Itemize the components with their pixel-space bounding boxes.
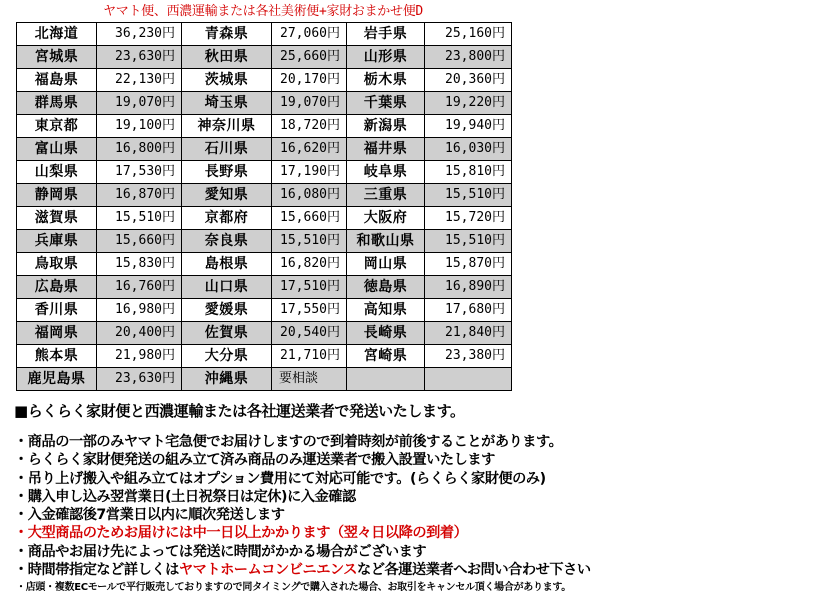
prefecture-cell: 滋賀県	[17, 207, 97, 230]
price-cell: 17,190円	[272, 161, 347, 184]
note-text: など各運送業者へお問い合わせ下さい	[357, 562, 591, 579]
price-cell: 17,510円	[272, 276, 347, 299]
shipping-heading: ■らくらく家財便と西濃運輸または各社運送業者で発送いたします。	[14, 402, 465, 420]
prefecture-cell: 岐阜県	[347, 161, 425, 184]
price-cell: 23,380円	[425, 345, 512, 368]
price-cell: 22,130円	[97, 69, 182, 92]
price-cell: 15,660円	[272, 207, 347, 230]
price-cell: 15,870円	[425, 253, 512, 276]
prefecture-cell: 北海道	[17, 23, 97, 46]
note-item: ・商品やお届け先によっては発送に時間がかかる場合がございます	[14, 543, 427, 560]
price-cell: 19,940円	[425, 115, 512, 138]
price-cell: 15,510円	[425, 184, 512, 207]
price-cell: 20,170円	[272, 69, 347, 92]
price-cell: 17,530円	[97, 161, 182, 184]
prefecture-cell: 岩手県	[347, 23, 425, 46]
prefecture-cell: 大分県	[182, 345, 272, 368]
price-cell: 16,820円	[272, 253, 347, 276]
price-cell: 21,980円	[97, 345, 182, 368]
prefecture-cell: 高知県	[347, 299, 425, 322]
table-row	[17, 92, 512, 115]
note-item: ・らくらく家財便発送の組み立て済み商品のみ運送業者で搬入設置いたします	[14, 452, 495, 469]
price-cell: 20,400円	[97, 322, 182, 345]
prefecture-cell: 愛知県	[182, 184, 272, 207]
price-cell: 16,030円	[425, 138, 512, 161]
table-row	[17, 207, 512, 230]
prefecture-cell: 東京都	[17, 115, 97, 138]
price-cell: 18,720円	[272, 115, 347, 138]
prefecture-cell: 山梨県	[17, 161, 97, 184]
prefecture-cell: 茨城県	[182, 69, 272, 92]
prefecture-cell: 長野県	[182, 161, 272, 184]
price-cell: 19,100円	[97, 115, 182, 138]
price-cell: 15,510円	[97, 207, 182, 230]
price-cell: 25,660円	[272, 46, 347, 69]
price-cell: 20,360円	[425, 69, 512, 92]
note-item: ・購入申し込み翌営業日(土日祝祭日は定休)に入金確認	[14, 488, 356, 505]
price-cell: 16,870円	[97, 184, 182, 207]
price-cell: 17,550円	[272, 299, 347, 322]
prefecture-cell: 香川県	[17, 299, 97, 322]
price-cell: 15,510円	[272, 230, 347, 253]
table-row	[17, 161, 512, 184]
table-row	[17, 46, 512, 69]
table-row	[17, 23, 512, 46]
price-cell	[425, 368, 512, 391]
carrier-name: ヤマトホームコンビニエンス	[178, 562, 358, 579]
table-row	[17, 345, 512, 368]
prefecture-cell: 熊本県	[17, 345, 97, 368]
price-cell: 16,980円	[97, 299, 182, 322]
note-item: ・商品の一部のみヤマト宅急便でお届けしますので到着時刻が前後することがあります。	[14, 434, 563, 450]
price-cell: 要相談	[272, 368, 347, 391]
note-item-warning: ・大型商品のためお届けには中一日以上かかります（翌々日以降の到着）	[14, 525, 468, 542]
prefecture-cell: 岡山県	[347, 253, 425, 276]
price-cell: 19,070円	[272, 92, 347, 115]
prefecture-cell: 群馬県	[17, 92, 97, 115]
price-cell: 23,800円	[425, 46, 512, 69]
prefecture-cell: 千葉県	[347, 92, 425, 115]
price-cell: 21,710円	[272, 345, 347, 368]
table-row	[17, 230, 512, 253]
price-cell: 20,540円	[272, 322, 347, 345]
prefecture-cell: 鳥取県	[17, 253, 97, 276]
prefecture-cell: 沖縄県	[182, 368, 272, 391]
prefecture-cell: 宮城県	[17, 46, 97, 69]
price-cell: 19,220円	[425, 92, 512, 115]
prefecture-cell: 広島県	[17, 276, 97, 299]
price-cell: 16,890円	[425, 276, 512, 299]
note-item-contact	[14, 561, 814, 579]
prefecture-cell: 埼玉県	[182, 92, 272, 115]
prefecture-cell: 大阪府	[347, 207, 425, 230]
prefecture-cell: 京都府	[182, 207, 272, 230]
price-cell: 23,630円	[97, 46, 182, 69]
prefecture-cell: 青森県	[182, 23, 272, 46]
note-item: ・入金確認後7営業日以内に順次発送します	[14, 507, 285, 524]
table-row	[17, 253, 512, 276]
price-cell: 15,720円	[425, 207, 512, 230]
prefecture-cell: 秋田県	[182, 46, 272, 69]
prefecture-cell: 福島県	[17, 69, 97, 92]
price-cell: 21,840円	[425, 322, 512, 345]
price-cell: 25,160円	[425, 23, 512, 46]
prefecture-cell: 長崎県	[347, 322, 425, 345]
prefecture-cell: 徳島県	[347, 276, 425, 299]
prefecture-cell: 奈良県	[182, 230, 272, 253]
price-cell: 19,070円	[97, 92, 182, 115]
prefecture-cell: 石川県	[182, 138, 272, 161]
table-row	[17, 115, 512, 138]
table-row	[17, 184, 512, 207]
prefecture-cell: 和歌山県	[347, 230, 425, 253]
price-cell: 36,230円	[97, 23, 182, 46]
table-row	[17, 69, 512, 92]
price-cell: 27,060円	[272, 23, 347, 46]
prefecture-cell: 新潟県	[347, 115, 425, 138]
notes-list	[14, 433, 814, 579]
shipping-title: ヤマト便、西濃運輸または各社美術便+家財おまかせ便D	[103, 4, 423, 19]
prefecture-cell: 静岡県	[17, 184, 97, 207]
table-row	[17, 368, 512, 391]
prefecture-cell: 兵庫県	[17, 230, 97, 253]
note-text: ・時間帯指定など詳しくは	[14, 562, 179, 579]
table-row	[17, 276, 512, 299]
price-cell: 16,620円	[272, 138, 347, 161]
price-cell: 16,080円	[272, 184, 347, 207]
prefecture-cell: 山形県	[347, 46, 425, 69]
prefecture-cell: 三重県	[347, 184, 425, 207]
prefecture-cell: 島根県	[182, 253, 272, 276]
prefecture-cell: 宮崎県	[347, 345, 425, 368]
prefecture-cell: 佐賀県	[182, 322, 272, 345]
price-cell: 16,760円	[97, 276, 182, 299]
prefecture-cell: 富山県	[17, 138, 97, 161]
prefecture-cell: 山口県	[182, 276, 272, 299]
table-row	[17, 299, 512, 322]
price-cell: 15,810円	[425, 161, 512, 184]
prefecture-cell	[347, 368, 425, 391]
prefecture-cell: 愛媛県	[182, 299, 272, 322]
prefecture-cell: 栃木県	[347, 69, 425, 92]
footnote: ・店頭・複数ECモールで平行販売しておりますので同タイミングで購入された場合、お取引をキャンセル頂く場合があります。	[16, 582, 571, 593]
prefecture-cell: 鹿児島県	[17, 368, 97, 391]
table-row	[17, 322, 512, 345]
price-cell: 17,680円	[425, 299, 512, 322]
price-cell: 15,830円	[97, 253, 182, 276]
prefecture-cell: 神奈川県	[182, 115, 272, 138]
prefecture-cell: 福岡県	[17, 322, 97, 345]
price-cell: 16,800円	[97, 138, 182, 161]
note-item: ・吊り上げ搬入や組み立てはオプション費用にて対応可能です。(らくらく家財便のみ)	[14, 470, 546, 487]
shipping-rate-table	[16, 22, 512, 391]
price-cell: 15,510円	[425, 230, 512, 253]
prefecture-cell: 福井県	[347, 138, 425, 161]
table-row	[17, 138, 512, 161]
price-cell: 23,630円	[97, 368, 182, 391]
price-cell: 15,660円	[97, 230, 182, 253]
